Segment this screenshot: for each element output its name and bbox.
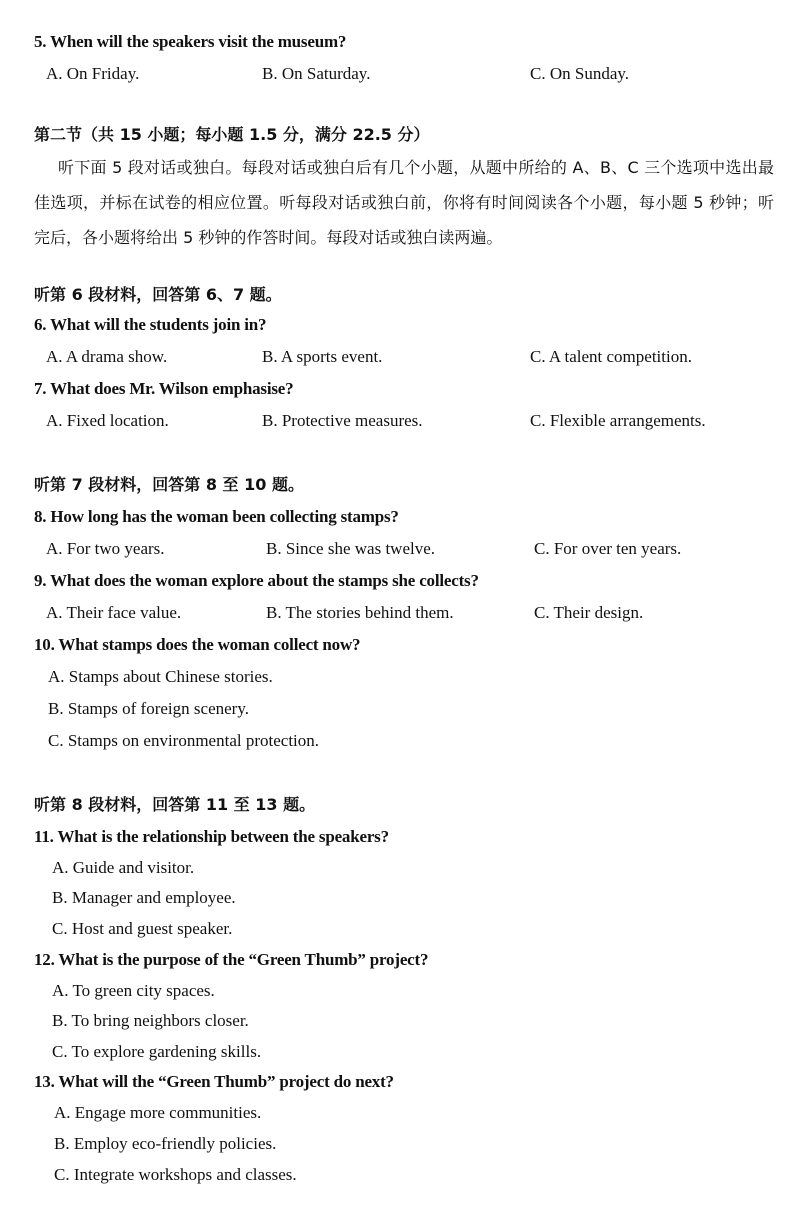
q12-option-b: B. To bring neighbors closer. [52,1011,249,1030]
q5-option-c: C. On Sunday. [530,64,630,83]
q11-option-a: A. Guide and visitor. [52,858,195,877]
question-8: 8. How long has the woman been collecting stamps? [34,507,399,526]
q10-option-c: C. Stamps on environmental protection. [48,731,320,750]
q5-option-b: B. On Saturday. [262,64,371,83]
q8-option-c: C. For over ten years. [534,539,682,558]
q10-option-a: A. Stamps about Chinese stories. [48,667,273,686]
q11-option-c: C. Host and guest speaker. [52,919,233,938]
q13-option-a: A. Engage more communities. [54,1103,262,1122]
question-7: 7. What does Mr. Wilson emphasise? [34,379,294,398]
q13-option-b: B. Employ eco-friendly policies. [54,1134,277,1153]
part-8-heading: 听第 8 段材料，回答第 11 至 13 题。 [34,795,316,814]
q5-option-a: A. On Friday. [46,64,140,83]
q12-option-a: A. To green city spaces. [52,981,215,1000]
q6-option-b: B. A sports event. [262,347,383,366]
q7-option-a: A. Fixed location. [46,411,169,430]
question-13: 13. What will the “Green Thumb” project do next? [34,1072,394,1091]
q13-option-c: C. Integrate workshops and classes. [54,1165,297,1184]
question-12: 12. What is the purpose of the “Green Thumb” project? [34,950,429,969]
question-11: 11. What is the relationship between the speakers? [34,827,389,846]
q6-option-a: A. A drama show. [46,347,168,366]
question-9: 9. What does the woman explore about the stamps she collects? [34,571,479,590]
part-6-heading: 听第 6 段材料，回答第 6、7 题。 [34,285,282,304]
part-7-heading: 听第 7 段材料，回答第 8 至 10 题。 [34,475,304,494]
q6-option-c: C. A talent competition. [530,347,692,366]
section-2-heading: 第二节（共 15 小题；每小题 1.5 分，满分 22.5 分） [34,125,430,144]
q11-option-b: B. Manager and employee. [52,888,236,907]
q7-option-b: B. Protective measures. [262,411,423,430]
q9-option-c: C. Their design. [534,603,644,622]
question-6: 6. What will the students join in? [34,315,267,334]
q9-option-a: A. Their face value. [46,603,182,622]
question-10: 10. What stamps does the woman collect now? [34,635,361,654]
q10-option-b: B. Stamps of foreign scenery. [48,699,249,718]
question-5: 5. When will the speakers visit the museum? [34,32,347,51]
q12-option-c: C. To explore gardening skills. [52,1042,262,1061]
q8-option-a: A. For two years. [46,539,165,558]
q9-option-b: B. The stories behind them. [266,603,454,622]
q7-option-c: C. Flexible arrangements. [530,411,706,430]
q8-option-b: B. Since she was twelve. [266,539,436,558]
section-2-instructions: 听下面 5 段对话或独白。每段对话或独白后有几个小题，从题中所给的 A、B、C 三个选项中选出最佳选项，并标在试卷的相应位置。听每段对话或独白前，你将有时间阅读各个小题，每小题 5 秒钟；听完后，各小题将给出 5 秒钟的作答时间。每段对话或独白读两遍。 [34,158,774,247]
